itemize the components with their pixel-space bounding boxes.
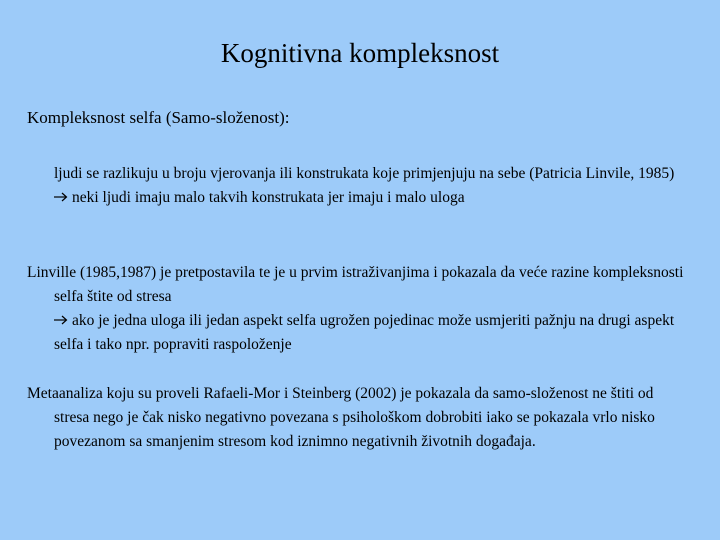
paragraph-linville xyxy=(27,261,692,357)
section-heading: Kompleksnost selfa (Samo-složenost): xyxy=(27,108,290,127)
arrow-text: neki ljudi imaju malo takvih konstrukata jer imaju i malo uloga xyxy=(72,189,465,206)
paragraph-text: Linville (1985,1987) je pretpostavila te je u prvim istraživanjima i pokazala da veće razine kompleksnosti selfa štite od stresa xyxy=(27,264,684,305)
right-arrow-icon xyxy=(54,192,68,202)
paragraph-metaanalysis xyxy=(27,382,692,454)
right-arrow-icon xyxy=(54,315,68,325)
arrow-point xyxy=(54,186,694,210)
paragraph-text: Metaanaliza koju su proveli Rafaeli-Mor i Steinberg (2002) je pokazala da samo-složenost ne štiti od stresa nego je čak nisko negativno povezana s psihološkom dobrobiti iako se pokazala vrlo nisko povezanom sa smanjenim stresom kod iznimno negativnih životnih događaja. xyxy=(27,385,655,450)
arrow-text: ako je jedna uloga ili jedan aspekt selfa ugrožen pojedinac može usmjeriti pažnju na drugi aspekt selfa i tako npr. popraviti raspoloženje xyxy=(54,312,675,353)
slide-title: Kognitivna kompleksnost xyxy=(220,38,500,68)
paragraph-definition xyxy=(54,162,694,210)
arrow-point xyxy=(54,309,692,357)
paragraph-text: ljudi se razlikuju u broju vjerovanja ili konstrukata koje primjenjuju na sebe (Patricia Linvile, 1985) xyxy=(54,165,675,182)
